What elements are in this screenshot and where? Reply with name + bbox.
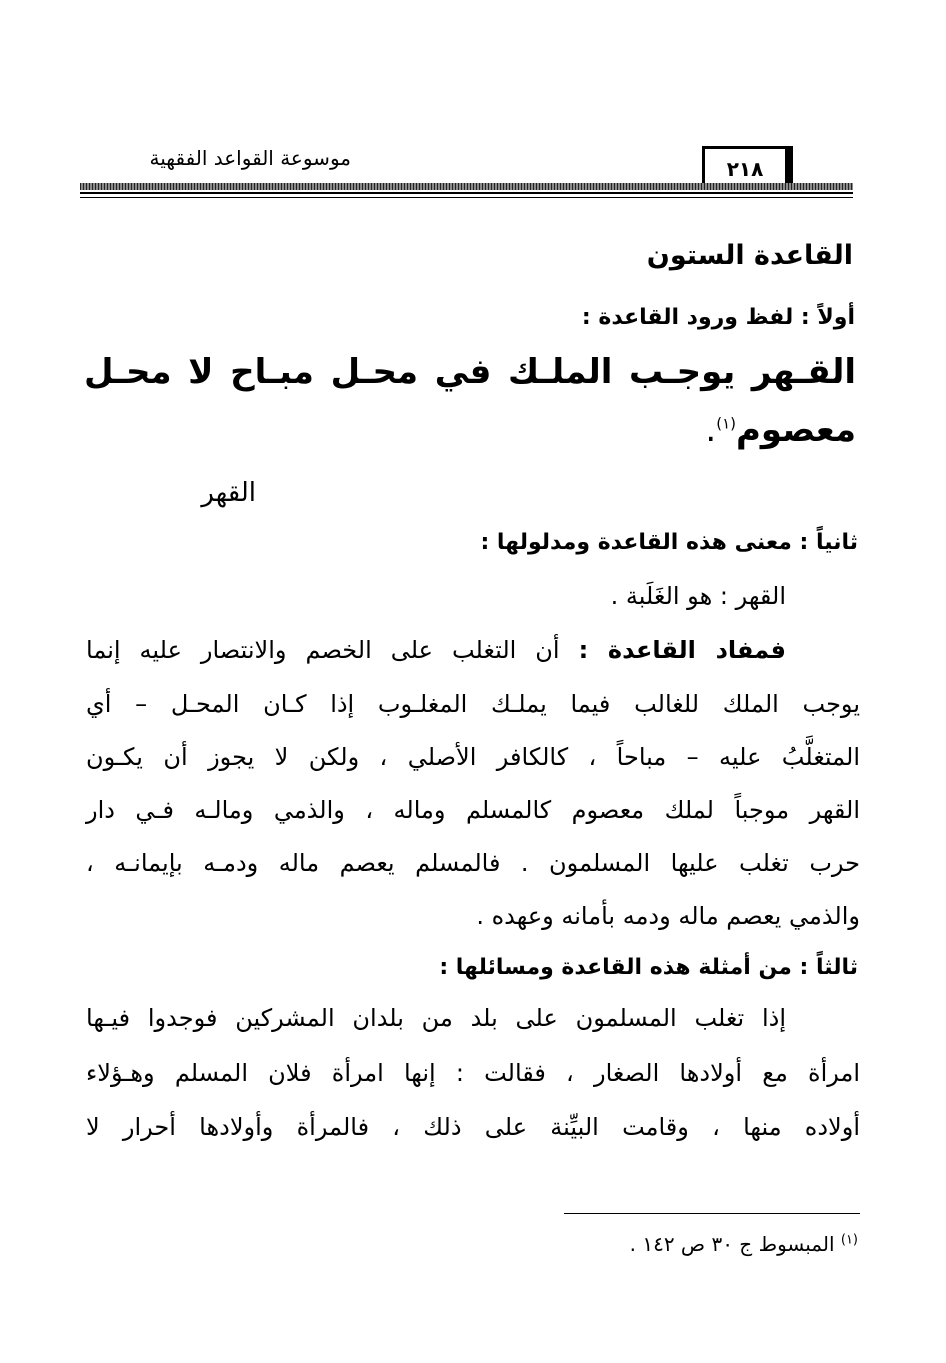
rule-text-line-1: القـهر يوجـب الملـك في محـل مبـاح لا محـل xyxy=(84,352,856,392)
heading-meaning: ثانياً : معنى هذه القاعدة ومدلولها : xyxy=(480,530,858,555)
running-header-title: موسوعة القواعد الفقهية xyxy=(149,146,351,170)
meaning-line-5: حرب تغلب عليها المسلمون . فالمسلم يعصم ماله ودمـه بإيمانـه ، xyxy=(86,849,860,877)
page-number: ٢١٨ xyxy=(702,146,788,186)
meaning-line-2: يوجب الملك للغالب فيما يملـك المغلـوب إذا كـان المحـل – أي xyxy=(86,690,860,718)
rule-text-line-2 xyxy=(705,410,856,450)
heading-examples: ثالثاً : من أمثلة هذه القاعدة ومسائلها : xyxy=(439,955,858,980)
header-rule xyxy=(80,192,853,194)
header-decorative-band xyxy=(80,183,853,190)
meaning-line-1 xyxy=(86,636,786,664)
rule-text-period: . xyxy=(705,410,717,450)
footnote xyxy=(630,1232,858,1256)
footnote-text: المبسوط ج ٣٠ ص ١٤٢ . xyxy=(629,1232,835,1256)
header-rule-thin xyxy=(80,197,853,198)
meaning-line-6: والذمي يعصم ماله ودمه بأمانه وعهده . xyxy=(476,902,860,930)
section-title: القاعدة الستون xyxy=(646,240,853,271)
rule-text-word: معصوم xyxy=(736,410,856,450)
example-line-2: امرأة مع أولادها الصغار ، فقالت : إنها امرأة فلان المسلم وهـؤلاء xyxy=(86,1059,860,1087)
meaning-lead: فمفاد القاعدة : xyxy=(578,636,786,664)
meaning-line-4: القهر موجباً لملك معصوم كالمسلم وماله ، والذمي ومالـه فـي دار xyxy=(86,796,860,824)
meaning-line-3: المتغلَّبُ عليه – مباحاً ، كالكافر الأصلي ، ولكن لا يجوز أن يكـون xyxy=(86,743,860,771)
footnote-reference: (١) xyxy=(716,414,737,433)
meaning-line-1-rest: أن التغلب على الخصم والانتصار عليه إنما xyxy=(86,636,560,664)
footnote-marker: (١) xyxy=(840,1232,858,1248)
example-line-1: إذا تغلب المسلمون على بلد من بلدان المشركين فوجدوا فيـها xyxy=(86,1004,786,1032)
example-line-3: أولاده منها ، وقامت البيِّنة على ذلك ، فالمرأة وأولادها أحرار لا xyxy=(86,1113,860,1141)
definition-line: القهر : هو الغَلَبة . xyxy=(610,582,786,610)
stray-word: القهر xyxy=(201,478,256,508)
footnote-separator xyxy=(564,1213,860,1214)
heading-rule-wording: أولاً : لفظ ورود القاعدة : xyxy=(581,305,855,330)
